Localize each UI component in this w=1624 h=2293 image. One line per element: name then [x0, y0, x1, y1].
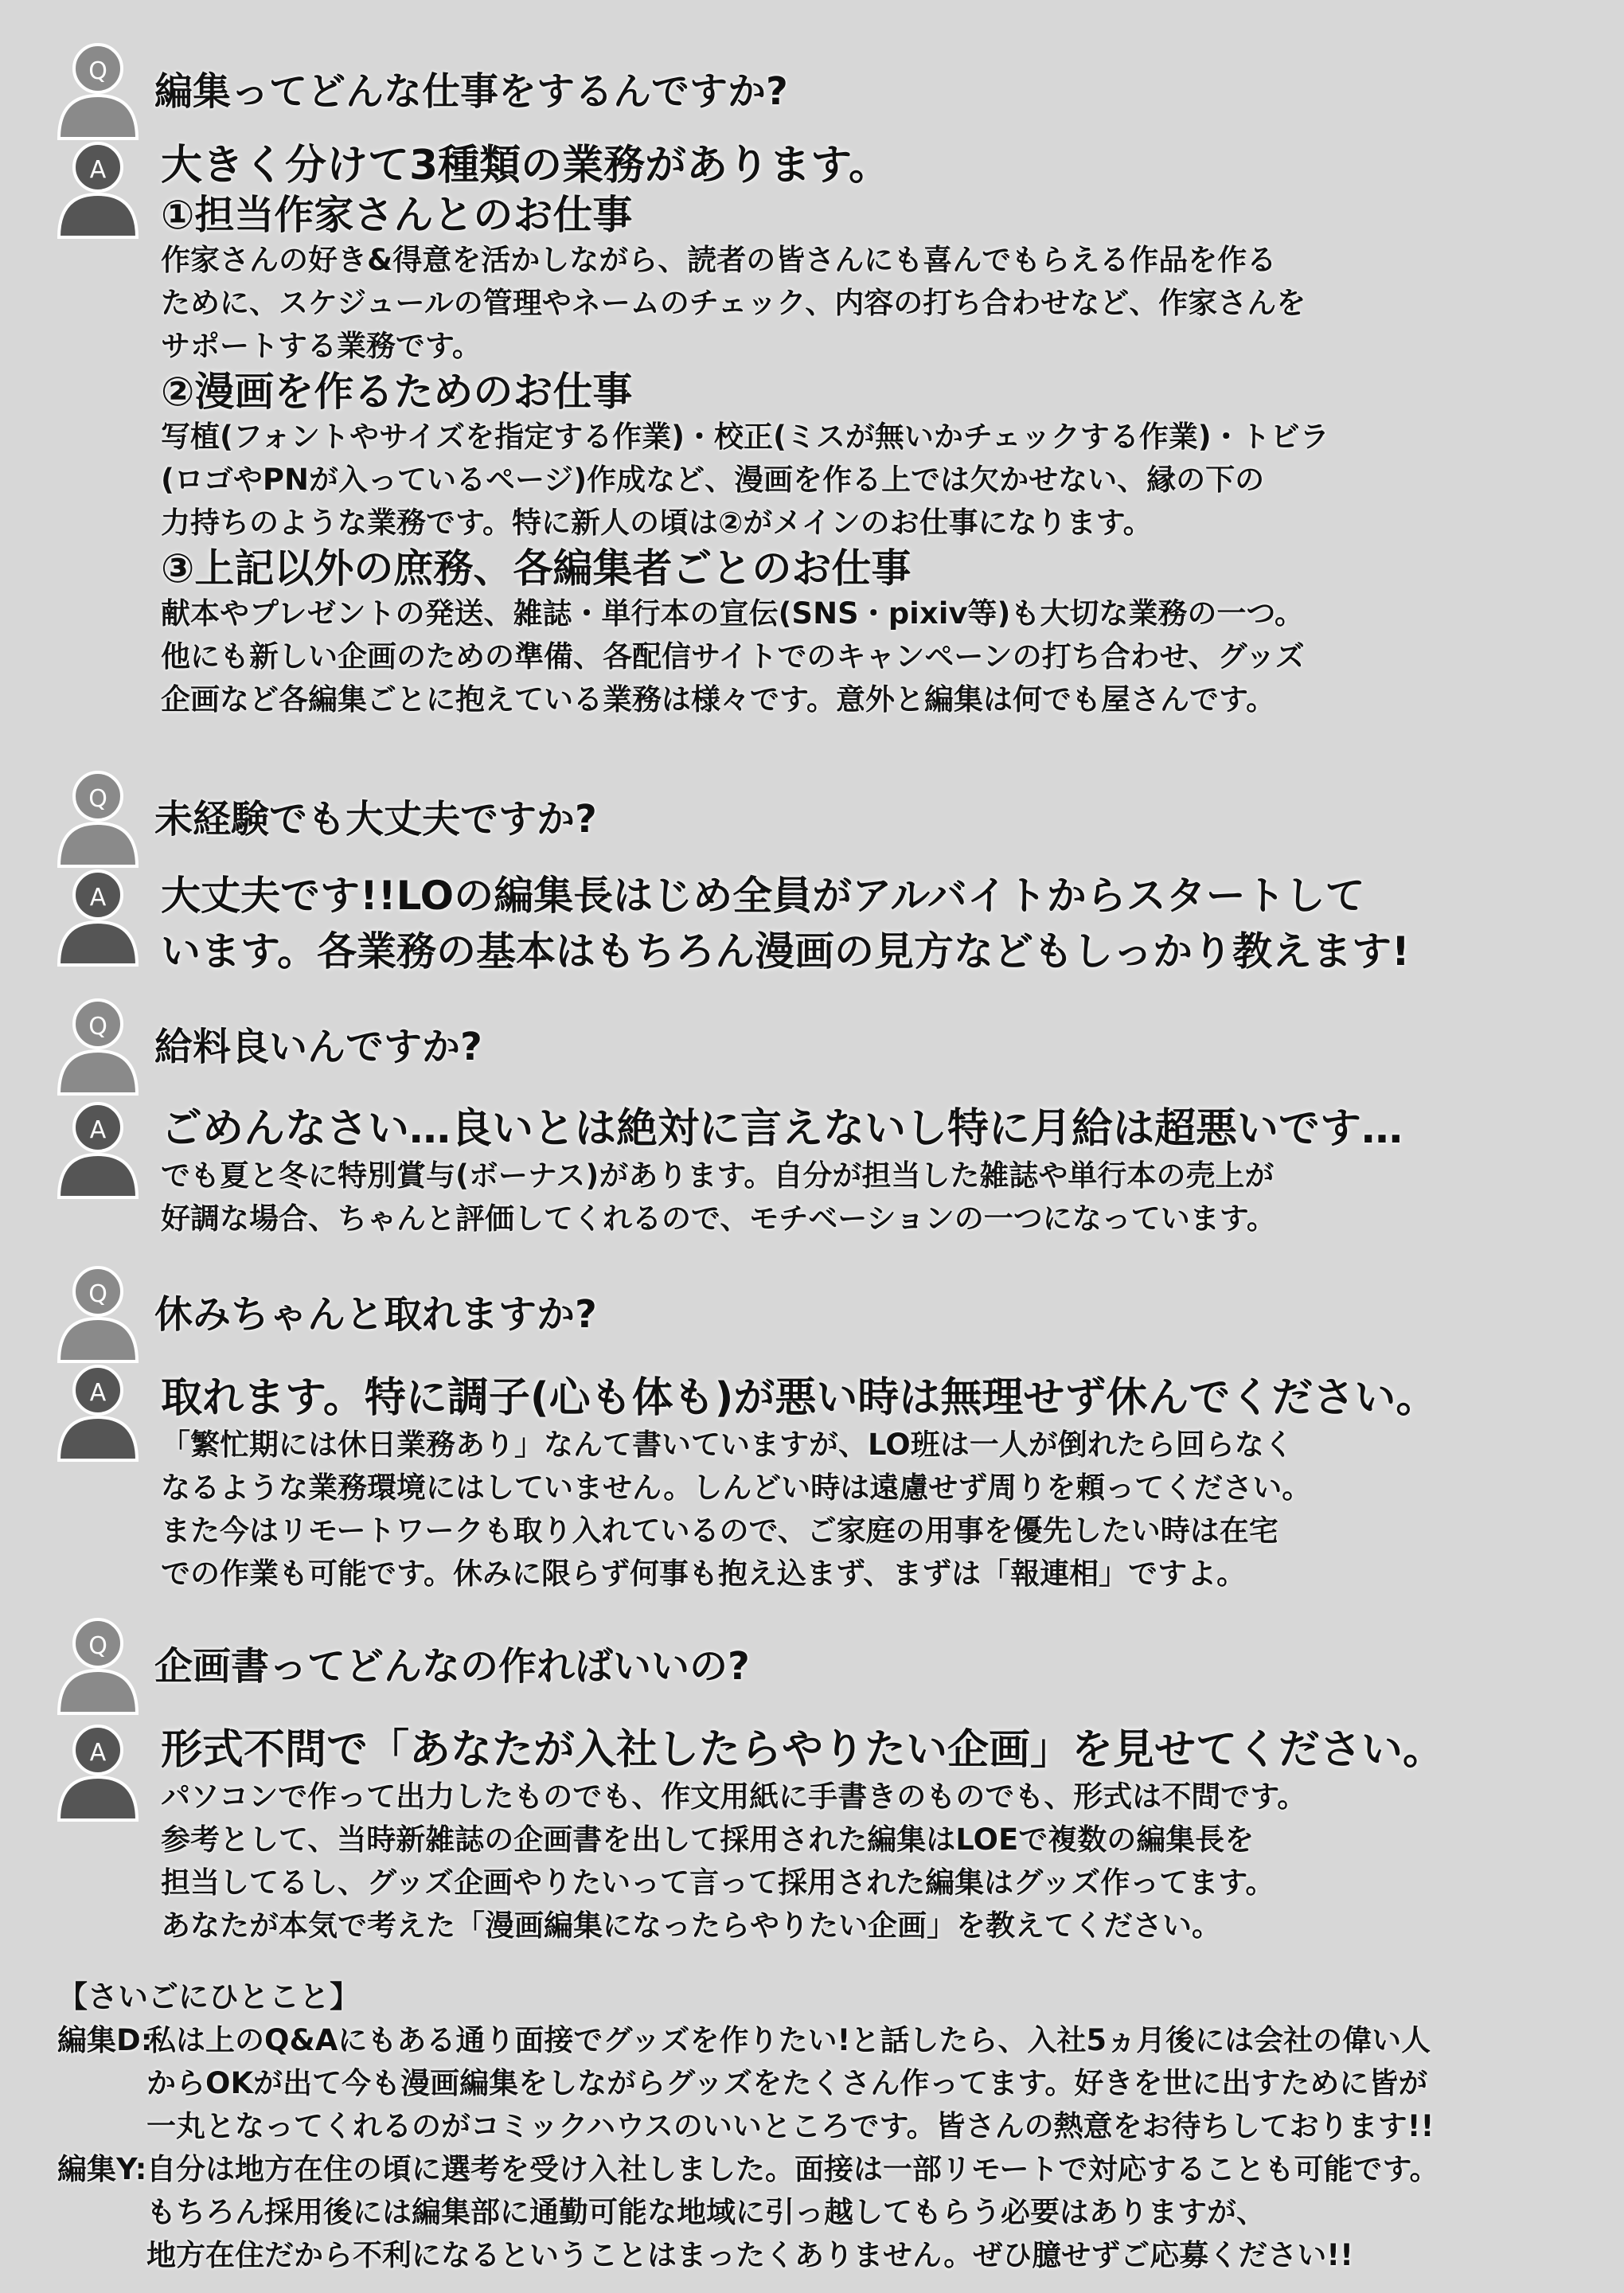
question-text: 編集ってどんな仕事をするんですか? — [154, 69, 788, 114]
person-a-icon — [54, 1723, 142, 1822]
body-line: なるような業務環境にはしていません。しんどい時は遠慮せず周りを頼ってください。 — [161, 1471, 1312, 1505]
body-line: での作業も可能です。休みに限らず何事も抱え込まず、まずは「報連相」ですよ。 — [161, 1557, 1247, 1591]
answer-body — [161, 1725, 1444, 1947]
body-line: 担当してるし、グッズ企画やりたいって言って採用された編集はグッズ作ってます。 — [161, 1865, 1275, 1900]
body-line: あなたが本気で考えた「漫画編集になったらやりたい企画」を教えてください。 — [161, 1908, 1221, 1943]
comment-line: 私は上のQ&Aにもある通り面接でグッズを作りたい!と話したら、入社5ヵ月後には会社の偉い人 — [146, 2023, 1431, 2057]
section-heading: ③上記以外の庶務、各編集者ごとのお仕事 — [161, 545, 912, 592]
body-line: 他にも新しい企画のための準備、各配信サイトでのキャンペーンの打ち合わせ、グッズ — [161, 639, 1305, 674]
question-text: 未経験でも大丈夫ですか? — [154, 797, 597, 842]
comment-line: 一丸となってくれるのがコミックハウスのいいところです。皆さんの熱意をお待ちしております!! — [146, 2109, 1435, 2143]
person-q-icon — [54, 1264, 142, 1363]
comment-line: 自分は地方在住の頃に選考を受け入社しました。面接は一部リモートで対応することも可能です。 — [146, 2152, 1439, 2186]
body-line: また今はリモートワークも取り入れているので、ご家庭の用事を優先したい時は在宅 — [161, 1514, 1279, 1548]
editor-comment-d — [57, 2019, 1570, 2148]
body-line: でも夏と冬に特別賞与(ボーナス)があります。自分が担当した雑誌や単行本の売上が — [161, 1158, 1275, 1193]
closing-title: 【さいごにひとこと】 — [57, 1979, 361, 2014]
question-text: 企画書ってどんなの作ればいいの? — [154, 1644, 750, 1689]
answer-body — [161, 1104, 1403, 1240]
body-line: 企画など各編集ごとに抱えている業務は様々です。意外と編集は何でも屋さんです。 — [161, 682, 1276, 717]
person-q-icon — [54, 997, 142, 1096]
body-line: 献本やプレゼントの発送、雑誌・単行本の宣伝(SNS・pixiv等)も大切な業務の一つ。 — [161, 596, 1304, 631]
body-line: 「繁忙期には休日業務あり」なんて書いていますが、LO班は一人が倒れたら回らなく — [161, 1428, 1294, 1462]
body-line: ために、スケジュールの管理やネームのチェック、内容の打ち合わせなど、作家さんを — [161, 286, 1306, 320]
body-line: サポートする業務です。 — [161, 329, 482, 363]
comment-speaker: 編集Y: — [57, 2152, 147, 2186]
comment-line: もちろん採用後には編集部に通勤可能な地域に引っ越してもらう必要はありますが、 — [146, 2195, 1266, 2229]
question-text: 休みちゃんと取れますか? — [154, 1292, 597, 1337]
person-a-icon — [54, 868, 142, 967]
comment-line: 地方在住だから不利になるということはまったくありません。ぜひ臆せずご応募ください!! — [146, 2238, 1353, 2272]
answer-lead: 取れます。特に調子(心も体も)が悪い時は無理せず休んでください。 — [161, 1374, 1438, 1422]
answer-lead: 大きく分けて3種類の業務があります。 — [161, 142, 891, 189]
svg-text:Q: Q — [88, 785, 107, 813]
editor-comment-y — [57, 2148, 1570, 2277]
body-line: (ロゴやPNが入っているページ)作成など、漫画を作る上では欠かせない、縁の下の — [161, 463, 1265, 497]
comment-line: からOKが出て今も漫画編集をしながらグッズをたくさん作ってます。好きを世に出すために皆が — [146, 2066, 1428, 2100]
body-line: 力持ちのような業務です。特に新人の頃は②がメインのお仕事になります。 — [161, 506, 1153, 540]
svg-text:Q: Q — [88, 1632, 107, 1660]
person-a-icon — [54, 140, 142, 239]
svg-text:Q: Q — [88, 1013, 107, 1041]
answer-lead: 大丈夫です!!LOの編集長はじめ全員がアルバイトからスタートして — [161, 873, 1365, 919]
section-heading: ①担当作家さんとのお仕事 — [161, 192, 633, 238]
answer-lead: 形式不問で「あなたが入社したらやりたい企画」を見せてください。 — [161, 1726, 1445, 1774]
answer-body — [161, 140, 1329, 721]
closing-comments — [57, 1975, 1570, 2277]
person-q-icon — [54, 41, 142, 140]
body-line: 参考として、当時新雑誌の企画書を出して採用された編集はLOEで複数の編集長を — [161, 1822, 1255, 1857]
body-line: 好調な場合、ちゃんと評価してくれるので、モチベーションの一つになっています。 — [161, 1201, 1276, 1236]
section-heading: ②漫画を作るためのお仕事 — [161, 369, 633, 415]
person-q-icon — [54, 1616, 142, 1715]
answer-body — [161, 868, 1410, 979]
svg-text:A: A — [89, 1116, 107, 1144]
comment-speaker: 編集D: — [57, 2023, 153, 2057]
svg-text:A: A — [89, 156, 107, 184]
svg-text:A: A — [89, 1379, 107, 1407]
svg-text:Q: Q — [88, 1280, 107, 1308]
person-a-icon — [54, 1363, 142, 1462]
answer-lead: います。各業務の基本はもちろん漫画の見方などもしっかり教えます! — [161, 928, 1410, 975]
question-text: 給料良いんですか? — [154, 1025, 482, 1069]
svg-text:A: A — [89, 884, 107, 912]
svg-text:A: A — [89, 1739, 107, 1767]
person-q-icon — [54, 769, 142, 868]
person-a-icon — [54, 1100, 142, 1199]
answer-body — [161, 1373, 1437, 1596]
body-line: 作家さんの好き&得意を活かしながら、読者の皆さんにも喜んでもらえる作品を作る — [161, 243, 1277, 277]
body-line: パソコンで作って出力したものでも、作文用紙に手書きのものでも、形式は不問です。 — [161, 1779, 1307, 1814]
body-line: 写植(フォントやサイズを指定する作業)・校正(ミスが無いかチェックする作業)・トビラ — [161, 420, 1329, 454]
svg-text:Q: Q — [88, 57, 107, 85]
answer-lead: ごめんなさい…良いとは絶対に言えないし特に月給は超悪いです… — [161, 1105, 1403, 1153]
